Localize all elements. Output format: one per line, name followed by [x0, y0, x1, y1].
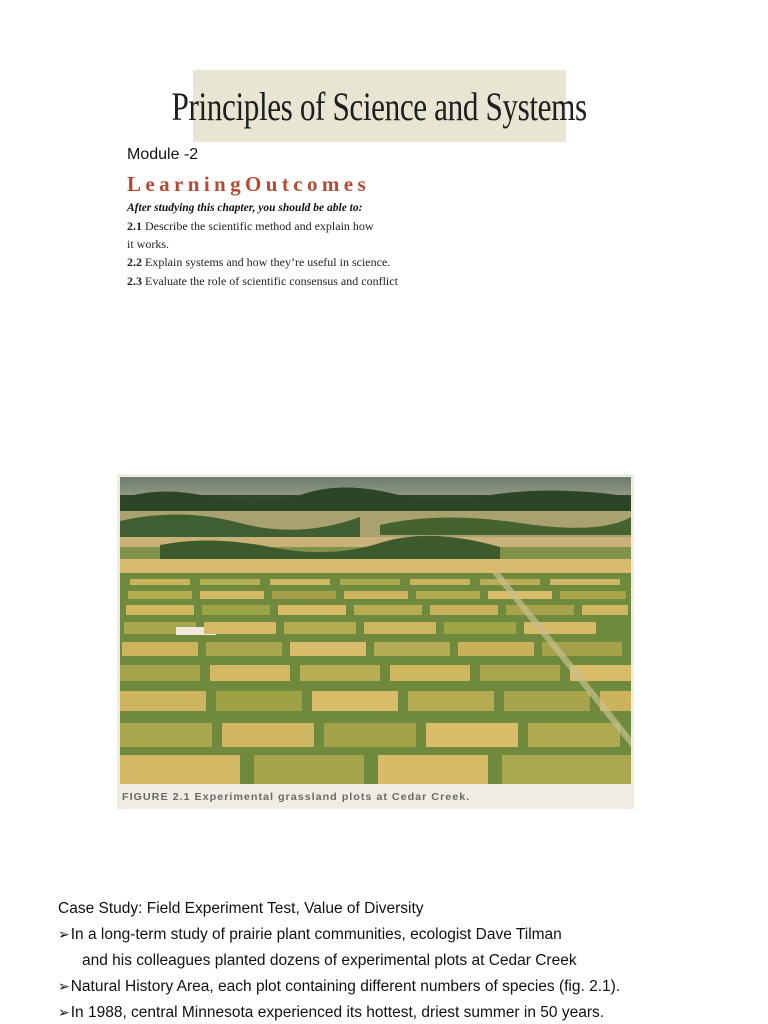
case-study-bullet [58, 978, 620, 996]
case-study-title: Case Study: Field Experiment Test, Value of Diversity [58, 900, 424, 917]
bullet-text: and his colleagues planted dozens of experimental plots at Cedar Creek [82, 952, 577, 969]
outcome-text: Describe the scientific method and explain how [145, 219, 374, 233]
outcome-number: 2.2 [127, 255, 142, 269]
bullet-text: Natural History Area, each plot containing different numbers of species (fig. 2.1). [70, 978, 621, 995]
learning-outcomes-intro: After studying this chapter, you should be able to: [127, 202, 363, 214]
module-label: Module -2 [127, 146, 199, 163]
bullet-text: In a long-term study of prairie plant communities, ecologist Dave Tilman [70, 926, 562, 943]
arrow-bullet-icon: ➢ [58, 926, 70, 942]
figure [117, 474, 634, 809]
case-study-bullet [58, 926, 562, 944]
grassland-plots-photo [120, 477, 631, 784]
case-study-continuation [82, 952, 577, 970]
outcome-text: Evaluate the role of scientific consensus and conflict [145, 274, 398, 288]
outcome-item [127, 255, 390, 270]
outcome-text: it works. [127, 237, 169, 251]
outcome-number: 2.1 [127, 219, 142, 233]
figure-caption: FIGURE 2.1 Experimental grassland plots at Cedar Creek. [122, 792, 471, 803]
arrow-bullet-icon: ➢ [58, 1004, 70, 1020]
outcome-item [127, 237, 169, 252]
bullet-text: In 1988, central Minnesota experienced its hottest, driest summer in 50 years. [70, 1004, 605, 1021]
document-title: Principles of Science and Systems [171, 83, 588, 129]
case-study-bullet [58, 1004, 604, 1022]
arrow-bullet-icon: ➢ [58, 978, 70, 994]
learning-outcomes-heading: LearningOutcomes [127, 172, 371, 196]
outcome-number: 2.3 [127, 274, 142, 288]
title-banner [171, 70, 588, 142]
outcome-text: Explain systems and how they’re useful in science. [145, 255, 391, 269]
outcome-item [127, 274, 398, 289]
outcome-item [127, 219, 374, 234]
